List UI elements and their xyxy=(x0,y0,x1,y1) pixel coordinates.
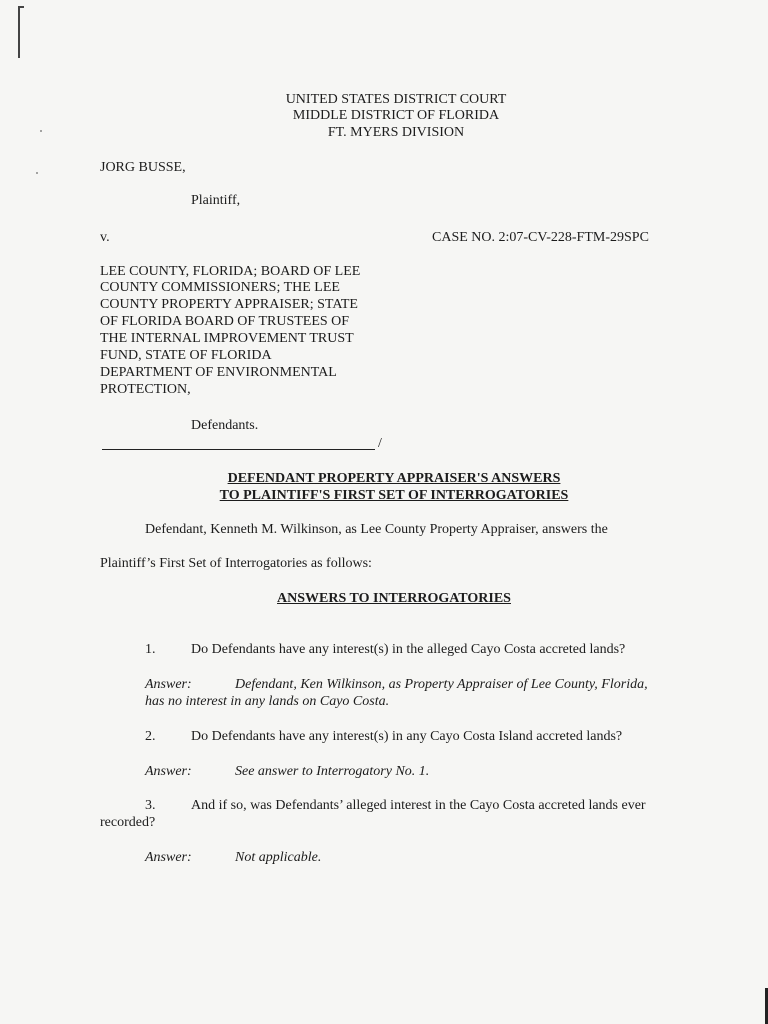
interrogatory-number: 3. xyxy=(145,798,156,813)
answer-text: Defendant, Ken Wilkinson, as Property Appraiser of Lee County, Florida, xyxy=(235,677,648,692)
intro-paragraph-line2: Plaintiff’s First Set of Interrogatories as follows: xyxy=(100,556,372,571)
answer-label: Answer: xyxy=(145,677,192,692)
document-title-line2: TO PLAINTIFF'S FIRST SET OF INTERROGATORIES xyxy=(219,488,569,503)
document-title-line1: DEFENDANT PROPERTY APPRAISER'S ANSWERS xyxy=(227,471,561,486)
plaintiff-role: Plaintiff, xyxy=(191,193,241,208)
defendants-line: LEE COUNTY, FLORIDA; BOARD OF LEE xyxy=(100,264,361,279)
defendants-line: THE INTERNAL IMPROVEMENT TRUST xyxy=(100,331,354,346)
court-name: UNITED STATES DISTRICT COURT xyxy=(285,92,507,107)
court-division: FT. MYERS DIVISION xyxy=(327,125,465,140)
interrogatory-question: recorded? xyxy=(100,815,156,830)
answer-text: See answer to Interrogatory No. 1. xyxy=(235,764,430,779)
interrogatory-question: Do Defendants have any interest(s) in any Cayo Costa Island accreted lands? xyxy=(191,729,623,744)
interrogatory-question: Do Defendants have any interest(s) in the alleged Cayo Costa accreted lands? xyxy=(191,642,626,657)
defendants-role: Defendants. xyxy=(191,418,259,433)
defendants-line: DEPARTMENT OF ENVIRONMENTAL xyxy=(100,365,337,380)
defendants-line: OF FLORIDA BOARD OF TRUSTEES OF xyxy=(100,314,350,329)
scan-artifact-left xyxy=(18,6,20,58)
interrogatory-number: 2. xyxy=(145,729,156,744)
defendants-line: PROTECTION, xyxy=(100,382,191,397)
answer-text: has no interest in any lands on Cayo Costa. xyxy=(145,694,390,709)
plaintiff-name: JORG BUSSE, xyxy=(100,160,186,175)
defendants-line: COUNTY PROPERTY APPRAISER; STATE xyxy=(100,297,358,312)
versus: v. xyxy=(100,230,110,245)
court-district: MIDDLE DISTRICT OF FLORIDA xyxy=(292,108,500,123)
answer-label: Answer: xyxy=(145,764,192,779)
interrogatory-question: And if so, was Defendants’ alleged interest in the Cayo Costa accreted lands ever xyxy=(191,798,646,813)
case-number: CASE NO. 2:07-CV-228-FTM-29SPC xyxy=(432,230,649,245)
interrogatory-number: 1. xyxy=(145,642,156,657)
caption-slash: / xyxy=(378,436,382,451)
defendants-line: COUNTY COMMISSIONERS; THE LEE xyxy=(100,280,340,295)
section-heading: ANSWERS TO INTERROGATORIES xyxy=(277,591,511,606)
defendants-line: FUND, STATE OF FLORIDA xyxy=(100,348,272,363)
intro-paragraph-line1: Defendant, Kenneth M. Wilkinson, as Lee County Property Appraiser, answers the xyxy=(145,522,608,537)
answer-text: Not applicable. xyxy=(235,850,322,865)
scan-speck xyxy=(36,172,38,174)
answer-label: Answer: xyxy=(145,850,192,865)
caption-divider xyxy=(102,449,375,450)
